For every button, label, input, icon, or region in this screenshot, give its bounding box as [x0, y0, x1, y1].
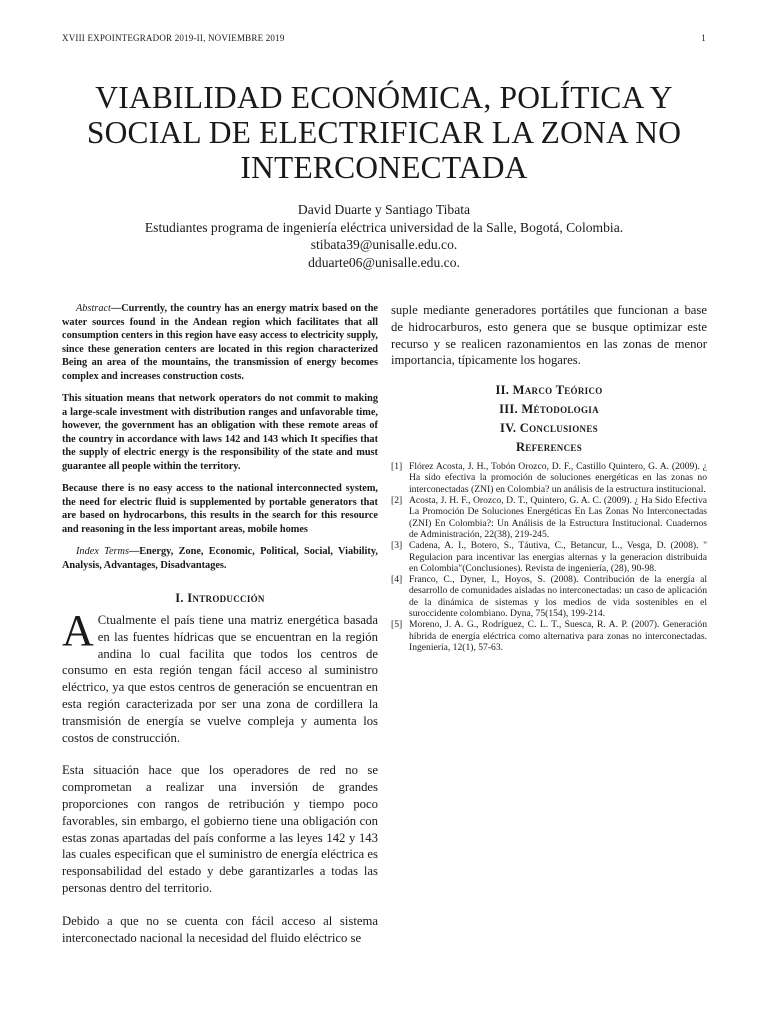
section-heading-references: References [515, 440, 583, 455]
reference-number: [4] [391, 574, 403, 586]
reference-item [391, 540, 707, 574]
section-heading-metodologia: III. Métodologia [499, 402, 599, 417]
abstract [62, 302, 378, 572]
author-email-1: stibata39@unisalle.edu.co. [310, 237, 458, 252]
reference-number: [2] [391, 495, 403, 507]
abstract-label: Abstract [76, 303, 111, 314]
title-line-3: INTERCONECTADA [240, 150, 528, 185]
abstract-paragraph-2: This situation means that network operators do not commit to making a large-scale investment with distribution ranges and unfavorable time, however, the government has an obligation with these remote areas of the country in accordance with laws 142 and 143 which It specifies that the supply of electric energy is the responsibility of the state and must guarantee all people within the territory. [62, 393, 378, 472]
reference-item [391, 495, 707, 540]
intro-paragraph-3-continued: suple mediante generadores portátiles que funcionan a base de hidrocarburos, esto genera que se busque optimizar este recurso y se realicen razonamientos en las zonas de menor importancia, típicamente los hogares. [391, 303, 707, 368]
reference-number: [1] [391, 461, 403, 473]
title-line-1: VIABILIDAD ECONÓMICA, POLÍTICA Y [95, 80, 673, 115]
index-terms-label: Index Terms [76, 546, 129, 557]
reference-text: Acosta, J. H. F., Orozco, D. T., Quintero, G. A. C. (2009). ¿ Ha Sido Efectiva La Promoción De Soluciones Energéticas En Las Zonas No Interconectadas (ZNI) En Colombia?: Un Análisis de la Estructura Institucional. Cuadernos de Administración, 22(38), 219-245. [409, 495, 707, 540]
intro-paragraph-2: Esta situación hace que los operadores de red no se comprometan a realizar una inversión de grandes proporciones con rangos de retribución y tiempo poco favorables, sin embargo, el gobierno tiene una obligación con estas zonas apartadas del país conforme a las leyes 142 y 143 las cuales especifican que el suministro de energía eléctrica es responsabilidad del estado y debe garantizarles a todas las personas dentro del territorio. [62, 763, 378, 895]
section-heading-marco-teorico: II. Marco Teórico [495, 383, 603, 398]
left-column [62, 302, 378, 946]
abstract-paragraph-1: Abstract—Currently, the country has an energy matrix based on the water sources found in the Andean region which facilitates that all consumption centers in this region have easy access to electricity supply, since these generation centers are located in this region characterized Being an area of the mountains, the transmission of energy becomes complex and increases construction costs. [62, 303, 378, 382]
paper-title [40, 80, 728, 185]
running-title: XVIII EXPOINTEGRADOR 2019-II, NOVIEMBRE 2019 [62, 33, 285, 43]
reference-number: [5] [391, 619, 403, 631]
abstract-paragraph-3: Because there is no easy access to the national interconnected system, the need for electric fluid is supplemented by portable generators that are based on hydrocarbons, this results in the search for this resource and reasoning in the less important areas, mobile homes [62, 483, 378, 535]
right-column [391, 302, 707, 653]
index-terms: Index Terms—Energy, Zone, Economic, Political, Social, Viability, Analysis, Advantages, Disadvantages. [62, 546, 378, 571]
author-names: David Duarte y Santiago Tibata [297, 202, 471, 217]
reference-list [391, 461, 707, 653]
author-email-2: dduarte06@unisalle.edu.co. [308, 254, 460, 270]
author-affiliation: Estudiantes programa de ingeniería eléctrica universidad de la Salle, Bogotá, Colombia. [144, 219, 624, 235]
intro-paragraph-3: Debido a que no se cuenta con fácil acceso al sistema interconectado nacional la necesidad del fluido eléctrico se [62, 913, 378, 945]
drop-cap: A [62, 606, 94, 655]
reference-item [391, 461, 707, 495]
page-number: 1 [701, 33, 706, 43]
author-block [40, 201, 728, 271]
reference-text: Flórez Acosta, J. H., Tobón Orozco, D. F., Castillo Quintero, G. A. (2009). ¿ Ha sido efectiva la promoción de soluciones energéticas en las zonas no interconectadas (ZNI) en Colombia? un análisis de la estructura institucional. [409, 461, 707, 495]
reference-text: Franco, C., Dyner, I., Hoyos, S. (2008). Contribución de la energía al desarrollo de comunidades aisladas no interconectadas: un caso de aplicación de la dinámica de sistemas y los medios de vida sostenibles en el suroccidente colombiano. Dyna, 75(154), 199-214. [409, 574, 707, 620]
section-heading-introduccion: I. Introducción [175, 591, 265, 605]
section-heading-conclusiones: IV. Conclusiones [500, 421, 598, 436]
intro-paragraph-1: A Ctualmente el país tiene una matriz energética basada en las fuentes hídricas que se encuentran en la región andina lo cual facilita que todos los centros de consumo en esta región tengan fácil acceso al suministro eléctrico, ya que estos centros de generación se encuentran en esta región caracterizada por ser una zona de cordillera la transmisión de energía se vuelve compleja y aumenta los costos de construcción. [62, 606, 378, 745]
reference-text: Moreno, J. A. G., Rodríguez, C. L. T., Suesca, R. A. P. (2007). Generación híbrida de energía eléctrica como alternativa para zonas no interconectadas. Ingeniería, 12(1), 57-63. [409, 619, 707, 653]
reference-text: Cadena, A. I., Botero, S., Táutiva, C., Betancur, L., Vesga, D. (2008). " Regulacion para incentivar las energias alternas y la generacion distribuida en Colombia"(Conclusiones). Revista de ingeniería, (28), 90-98. [409, 540, 707, 574]
reference-item [391, 619, 707, 653]
reference-item [391, 574, 707, 619]
title-block [40, 80, 728, 271]
running-head [62, 33, 706, 43]
title-line-2: SOCIAL DE ELECTRIFICAR LA ZONA NO [86, 115, 682, 150]
reference-number: [3] [391, 540, 403, 552]
